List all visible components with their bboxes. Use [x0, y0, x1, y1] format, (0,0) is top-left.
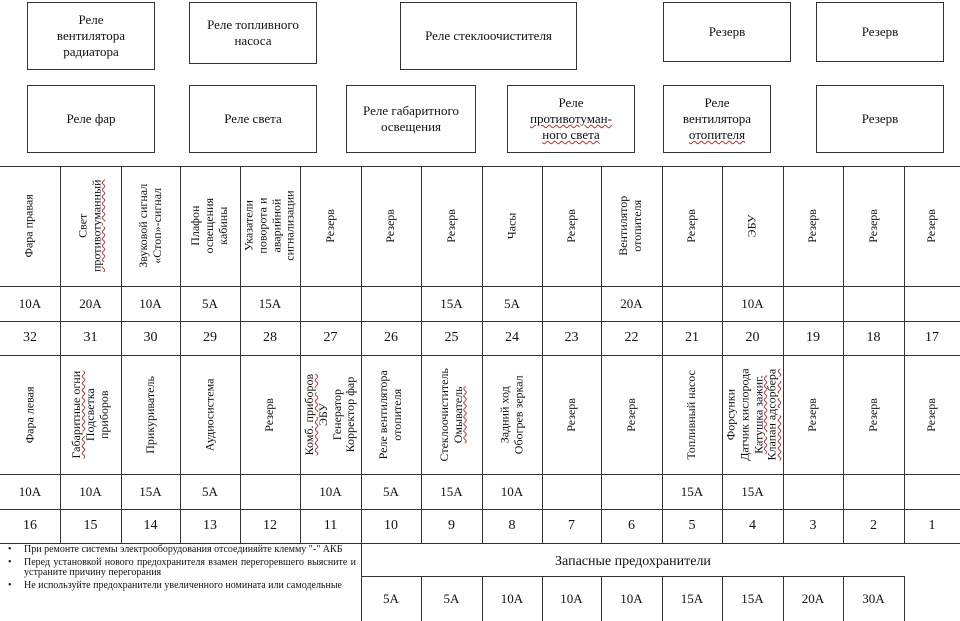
fuse-desc-line: Резерв [383, 209, 398, 243]
relay-label [862, 24, 899, 40]
relay-label-line: насоса [234, 33, 272, 48]
fuse-number-bottom: 11 [323, 518, 338, 533]
relay-label [224, 111, 282, 127]
fuse-rating-bottom: 10A [500, 483, 524, 499]
spare-fuse-value: 20A [801, 590, 825, 606]
fuse-desc-top [601, 166, 662, 286]
fuse-desc-top [482, 166, 542, 286]
fuse-desc-line: Резерв [443, 209, 458, 243]
fuse-number-top: 29 [203, 330, 217, 345]
relay-fuel-pump [189, 2, 317, 64]
fuse-desc-top [121, 166, 180, 286]
relay-label [862, 111, 899, 127]
fuse-desc-line: Свет [75, 213, 90, 239]
fuse-desc-line: Комб. приборов [301, 373, 316, 456]
safety-notes [4, 545, 356, 593]
spare-fuse-value: 5A [383, 590, 399, 606]
fuse-desc-line: Резерв [322, 209, 337, 243]
fuse-number-bottom: 1 [928, 518, 936, 533]
fuse-number-top: 31 [83, 330, 98, 345]
fuse-desc-line: сигнализации [282, 190, 297, 262]
spare-fuse-value: 15A [741, 590, 764, 606]
note-item: • При ремонте системы электрооборудования отсоединяйте клемму "-" АКБ [4, 545, 356, 556]
fuse-rating-top: 20A [79, 295, 102, 311]
fuse-rating-bottom [783, 474, 843, 509]
relay-label-line: Реле стеклоочистителя [425, 27, 552, 43]
relay-label-line: Реле [78, 11, 104, 27]
fuse-desc-line: Резерв [805, 397, 820, 432]
fuse-desc-line: Резерв [623, 397, 638, 432]
fuse-desc-line: отопителя [390, 388, 404, 441]
fuse-desc-bottom [300, 355, 361, 474]
spare-fuse-value: 10A [620, 590, 643, 606]
relay-label-line: Резерв [708, 23, 746, 39]
fuse-rating-bottom: 10A [319, 483, 342, 499]
fuse-rating-top: 10A [18, 295, 42, 311]
fuse-rating-top [542, 286, 601, 321]
fuse-desc-line: Резерв [865, 209, 880, 243]
fuse-number-bottom: 10 [384, 518, 398, 533]
fuse-rating-top [300, 286, 361, 321]
fuse-desc-bottom [904, 355, 960, 474]
relay-label [683, 95, 751, 144]
fuse-number-bottom: 16 [23, 518, 37, 533]
relay-label [207, 17, 299, 50]
fuse-desc-line: Резерв [924, 397, 939, 432]
fuse-desc-line: Катушка зажиг. [751, 375, 766, 454]
spare-fuses-title: Запасные предохранители [555, 554, 711, 569]
fuse-desc-line: Обогрев зеркал [511, 375, 526, 454]
fuse-desc-line: Плафон [188, 205, 203, 247]
fuse-desc-bottom [542, 355, 601, 474]
fuse-desc-line: Омыватель [450, 386, 465, 443]
fuse-desc-line: кабины [215, 207, 230, 245]
relay-label-line: Реле фар [66, 110, 116, 126]
fuse-desc-bottom [482, 355, 542, 474]
fuse-number-top: 25 [444, 330, 459, 345]
fuse-rating-bottom: 10A [79, 483, 102, 499]
fuse-desc-line: Форсунки [723, 388, 738, 441]
fuse-desc-line: Прикуриватель [142, 375, 157, 454]
relay-fog-lights [507, 85, 635, 153]
fuse-desc-line: Резерв [865, 397, 880, 432]
fuse-number-bottom: 12 [263, 518, 277, 533]
fuse-number-bottom: 3 [809, 518, 817, 533]
fuse-desc-top [60, 166, 121, 286]
fuse-desc-bottom [361, 355, 421, 474]
fuse-desc-bottom [240, 355, 300, 474]
fuse-rating-top [783, 286, 843, 321]
fuse-desc-line: Корректор фар [343, 376, 358, 453]
fuse-number-top: 28 [263, 330, 277, 345]
relay-reserve-3 [816, 85, 944, 153]
fuse-number-top: 20 [745, 330, 760, 345]
spare-fuse-value: 5A [443, 590, 460, 606]
note-item: • Не используйте предохранители увеличенного номината или самодельные [4, 581, 356, 592]
fuse-rating-bottom: 10A [18, 483, 42, 499]
fuse-number-bottom: 2 [870, 518, 877, 533]
fuse-number-top: 24 [505, 330, 519, 345]
relay-label [363, 103, 459, 136]
relay-label-line: Реле света [224, 110, 282, 126]
fuse-desc-line: приборов [96, 390, 111, 439]
relay-label [709, 24, 746, 40]
fuse-desc-bottom [180, 355, 240, 474]
fuse-desc-bottom [783, 355, 843, 474]
fuse-desc-line: Генератор [329, 388, 344, 441]
fuse-number-top: 19 [806, 330, 820, 345]
fuse-desc-line: Клапан адсорбера [765, 368, 780, 461]
fuse-number-bottom: 5 [688, 518, 696, 533]
relay-radiator-fan [27, 2, 155, 70]
fuse-desc-line: отопителя [630, 200, 645, 252]
fuse-number-top: 30 [143, 330, 158, 345]
fuse-desc-top [904, 166, 960, 286]
relay-label [57, 12, 125, 61]
relay-label-line: отопителя [688, 127, 746, 143]
fuse-rating-top: 10A [139, 295, 162, 311]
fuse-desc-line: Стеклоочиститель [436, 367, 451, 462]
fuse-rating-bottom: 5A [383, 483, 399, 499]
fuse-desc-top [843, 166, 904, 286]
fuse-desc-top [300, 166, 361, 286]
fuse-number-bottom: 14 [143, 518, 158, 533]
fuse-rating-bottom [240, 474, 300, 509]
relay-label [425, 28, 552, 44]
fuse-rating-bottom: 15A [741, 483, 764, 499]
relay-label-line: Резерв [861, 23, 899, 39]
relay-heater-fan [663, 85, 771, 153]
fuse-rating-bottom: 15A [139, 483, 162, 499]
fuse-desc-bottom [421, 355, 482, 474]
fuse-rating-top: 10A [741, 295, 764, 311]
fuse-rating-bottom [843, 474, 904, 509]
note-item: • Перед установкой нового предохранителя взамен перегоревшего выясните и устраните причину перегорания [4, 558, 356, 579]
fuse-desc-top [662, 166, 722, 286]
fuse-desc-line: «Стоп»-сигнал [149, 188, 164, 264]
fuse-number-top: 26 [384, 330, 398, 345]
relay-label-line: противотуман- [530, 110, 612, 126]
fuse-desc-line: освещения [202, 198, 217, 254]
relay-label-line: Реле габаритного [363, 102, 459, 118]
fuse-desc-top [783, 166, 843, 286]
relay-label-line: ного света [542, 127, 600, 143]
relay-lights [189, 85, 317, 153]
fuse-desc-line: ЭБУ [744, 214, 759, 238]
fuse-desc-line: ЭБУ [315, 403, 330, 426]
fuse-desc-line: Топливный насос [684, 369, 699, 460]
fuse-desc-line: Фара левая [22, 386, 37, 443]
grid-line [904, 576, 905, 621]
fuse-desc-top [421, 166, 482, 286]
fuse-desc-top [722, 166, 783, 286]
spare-fuse-value: 10A [560, 590, 583, 606]
fuse-desc-top [542, 166, 601, 286]
fuse-rating-top [361, 286, 421, 321]
fuse-desc-line: Резерв [262, 397, 277, 432]
fuse-desc-bottom [0, 355, 60, 474]
fuse-rating-bottom: 5A [202, 483, 218, 499]
fuse-desc-top [240, 166, 300, 286]
fuse-desc-line: аварийной [269, 199, 284, 253]
relay-reserve-1 [663, 2, 791, 62]
fuse-desc-top [0, 166, 60, 286]
fuse-number-bottom: 6 [628, 518, 635, 533]
relay-label-line: Реле топливного [207, 16, 299, 32]
fuse-desc-line: Резерв [684, 209, 699, 243]
relay-parking-lights [346, 85, 476, 153]
spare-fuse-value: 10A [500, 590, 524, 606]
fuse-rating-bottom [904, 474, 960, 509]
fuse-number-top: 32 [23, 330, 37, 345]
fuse-rating-top [904, 286, 960, 321]
fuse-rating-top: 15A [258, 295, 282, 311]
relay-label-line: вентилятора [682, 110, 752, 126]
relay-label-line: Реле [704, 94, 730, 110]
fuse-desc-bottom [121, 355, 180, 474]
relay-label-line: Реле [558, 94, 584, 110]
relay-label-line: вентилятора [56, 27, 126, 43]
fuse-desc-bottom [662, 355, 722, 474]
fuse-desc-line: Резерв [805, 209, 820, 243]
fuse-rating-top: 5A [202, 295, 218, 311]
fuse-number-bottom: 9 [448, 518, 455, 533]
fuse-rating-bottom [542, 474, 601, 509]
fuse-desc-line: противотуманный [89, 179, 104, 273]
fuse-rating-top [843, 286, 904, 321]
fuse-desc-bottom [722, 355, 783, 474]
fuse-rating-top [662, 286, 722, 321]
fuse-desc-line: Резерв [924, 209, 939, 243]
fuse-desc-line: Указатели [241, 200, 256, 252]
fuse-desc-line: Вентилятор [616, 195, 631, 257]
fuse-number-top: 22 [624, 330, 639, 345]
relay-wiper [400, 2, 577, 70]
fuse-desc-line: Подсветка [82, 388, 97, 441]
fuse-rating-bottom: 15A [680, 483, 704, 499]
fuse-rating-top: 20A [620, 295, 643, 311]
fuse-number-bottom: 13 [203, 518, 217, 533]
spare-fuse-value: 30A [862, 590, 885, 606]
relay-label [530, 95, 612, 144]
fuse-desc-line: поворота и [255, 198, 270, 255]
fuse-number-top: 18 [866, 330, 881, 345]
fuse-desc-line: Габаритные огни [68, 370, 83, 459]
fuse-number-top: 27 [323, 330, 338, 345]
fuse-desc-line: Звуковой сигнал [135, 183, 150, 269]
fuse-desc-line: Резерв [563, 209, 578, 243]
fuse-desc-bottom [843, 355, 904, 474]
fuse-desc-line: Датчик кислорода [737, 368, 752, 461]
fuse-desc-top [180, 166, 240, 286]
fuse-desc-line: Аудиосистема [202, 378, 217, 451]
fuse-rating-top: 5A [504, 295, 520, 311]
fuse-desc-line: Резерв [563, 397, 578, 432]
fuse-rating-bottom [601, 474, 662, 509]
relay-label [66, 111, 115, 127]
fuse-number-bottom: 15 [83, 518, 98, 533]
relay-reserve-2 [816, 2, 944, 62]
relay-label-line: освещения [380, 119, 442, 134]
fuse-desc-line: Реле вентилятора [376, 369, 391, 460]
fuse-desc-line: Фара правая [22, 194, 37, 258]
fuse-rating-bottom: 15A [440, 483, 463, 499]
fuse-desc-top [361, 166, 421, 286]
fuse-desc-bottom [60, 355, 121, 474]
fuse-desc-line: Часы [504, 212, 519, 240]
relay-label-line: радиатора [63, 44, 119, 60]
fuse-number-top: 21 [685, 330, 699, 345]
fuse-desc-line: Задний ход [497, 385, 512, 444]
fuse-number-bottom: 7 [568, 518, 575, 533]
fuse-number-top: 17 [925, 330, 939, 345]
fuse-desc-bottom [601, 355, 662, 474]
spare-fuse-value: 15A [680, 590, 704, 606]
fuse-number-bottom: 4 [749, 518, 756, 533]
fuse-rating-top: 15A [440, 295, 463, 311]
fuse-number-bottom: 8 [508, 518, 516, 533]
relay-headlights [27, 85, 155, 153]
relay-label-line: Резерв [861, 110, 899, 126]
fuse-number-top: 23 [564, 330, 579, 345]
